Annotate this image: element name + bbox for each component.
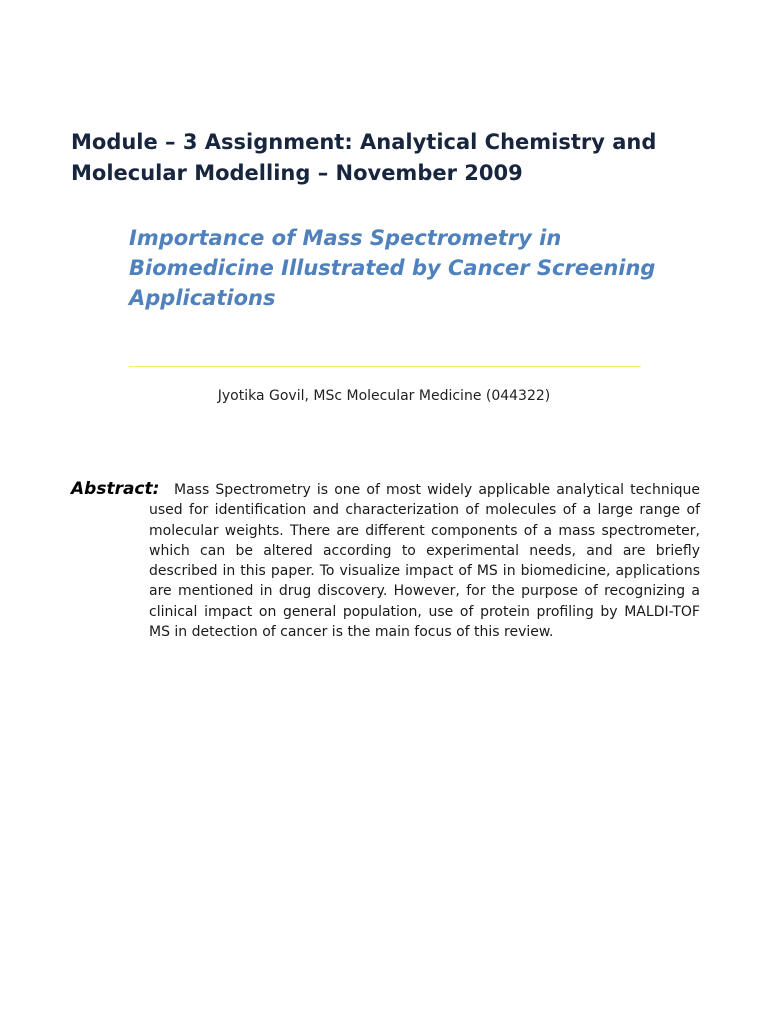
abstract-text: Mass Spectrometry is one of most widely applicable analytical technique used for identification and characterization of molecules of a large range of molecular weights. There are different components of a mass spectrometer, which can be altered according to experimental needs, and are briefly described in this paper. To visualize impact of MS in biomedicine, applications are mentioned in drug discovery. However, for the purpose of recognizing a clinical impact on general population, use of protein profiling by MALDI-TOF MS in detection of cancer is the main focus of this review. [149,482,700,641]
paper-title: Importance of Mass Spectrometry in Biomedicine Illustrated by Cancer Screening Applications [129,226,656,310]
title-divider [129,366,641,367]
author-line: Jyotika Govil, MSc Molecular Medicine (044322) [217,388,551,404]
abstract-heading: Abstract: [71,479,160,499]
module-title: Module – 3 Assignment: Analytical Chemistry and Molecular Modelling – November 2009 [71,130,657,185]
